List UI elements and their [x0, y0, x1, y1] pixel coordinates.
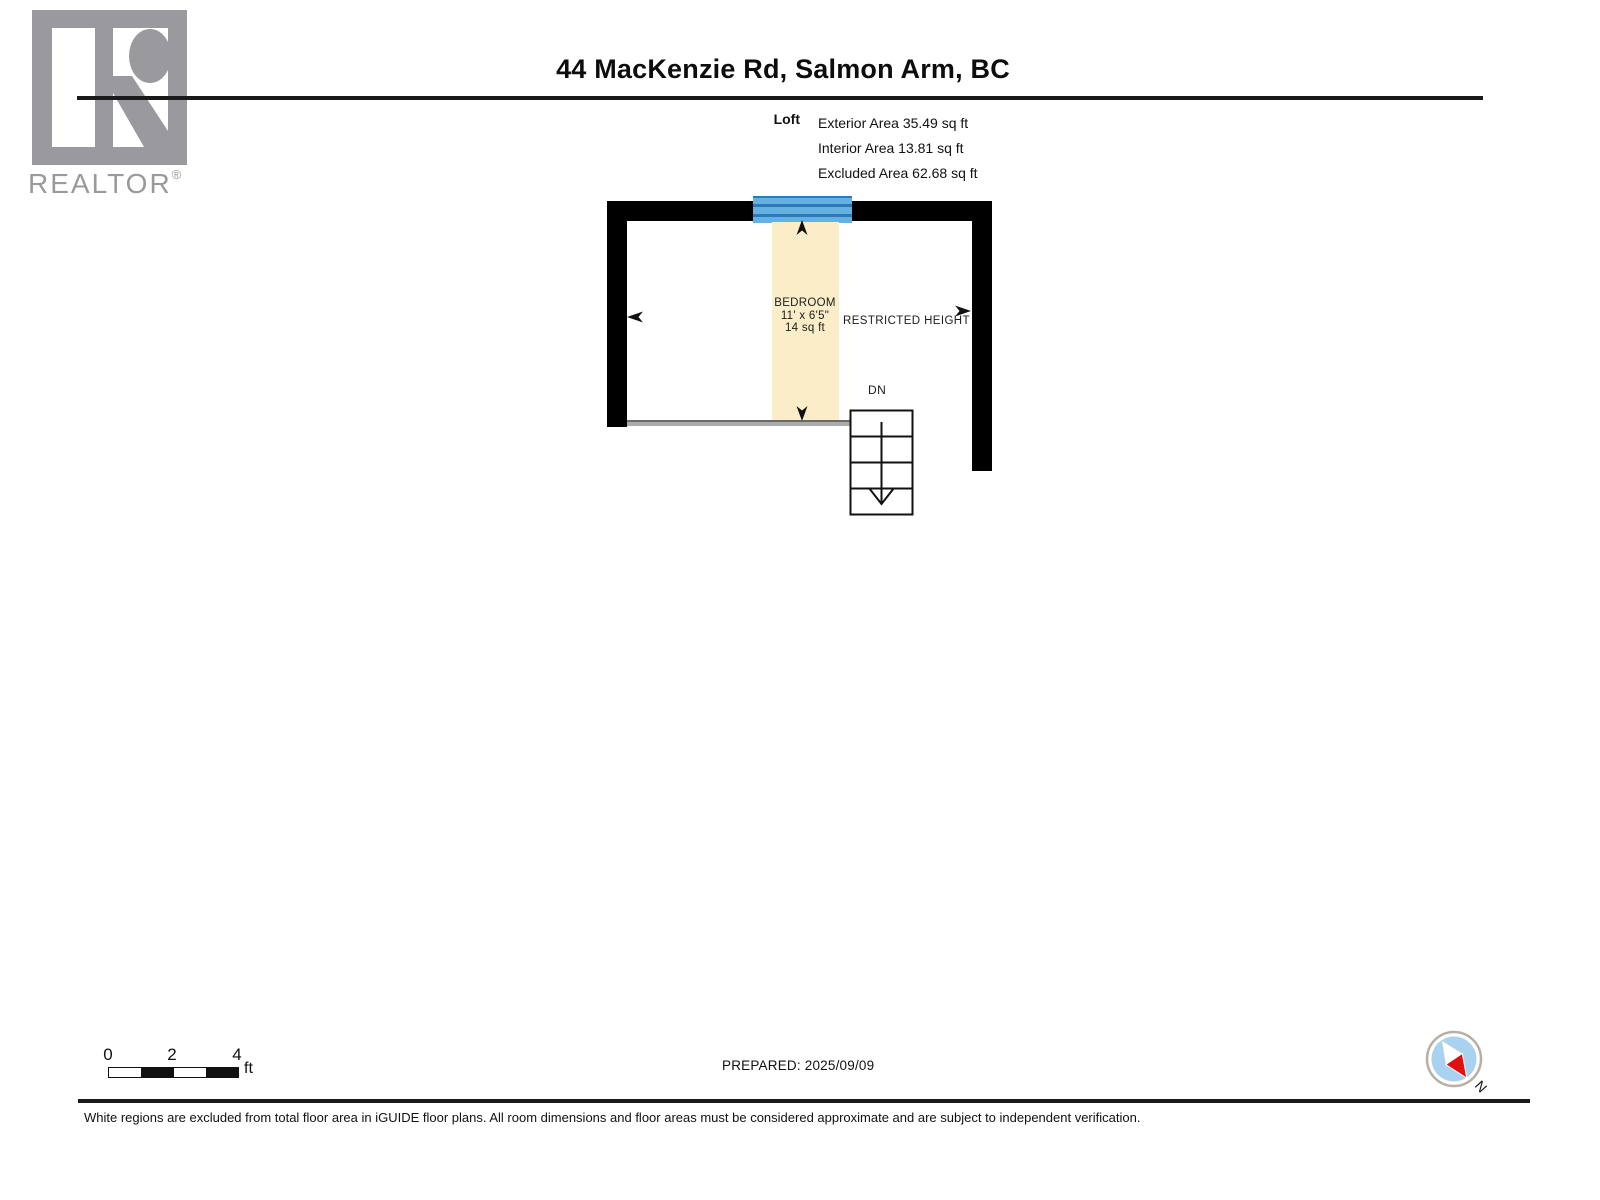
room-dimensions: 11' x 6'5": [780, 309, 830, 322]
window-icon: [753, 196, 852, 223]
wall-left: [607, 201, 627, 427]
dimension-arrow-up-icon: [795, 220, 809, 236]
room-area: 14 sq ft: [784, 322, 826, 334]
compass-icon: [1419, 1024, 1499, 1104]
title-divider: [77, 96, 1483, 100]
realtor-wordmark: [28, 167, 181, 200]
stairs-icon: [849, 409, 915, 519]
realtor-block-r-icon: [32, 10, 187, 165]
room-name: BEDROOM: [774, 297, 836, 309]
prepared-date: PREPARED: 2025/09/09: [722, 1058, 875, 1073]
stat-excluded-area: Excluded Area 62.68 sq ft: [818, 165, 978, 181]
dimension-arrow-down-icon: [795, 405, 809, 421]
realtor-text: REALTOR: [28, 168, 172, 199]
floor-label: Loft: [773, 111, 800, 127]
scale-tick-4: 4: [232, 1045, 242, 1064]
stat-exterior-area: Exterior Area 35.49 sq ft: [818, 115, 969, 131]
registered-symbol: ®: [171, 167, 182, 182]
stat-interior-area: Interior Area 13.81 sq ft: [818, 140, 964, 156]
compass-north-label: N: [1471, 1077, 1491, 1096]
restricted-height-label: RESTRICTED HEIGHT: [843, 315, 970, 327]
page-title: 44 MacKenzie Rd, Salmon Arm, BC: [556, 54, 1010, 84]
scale-bar-segments: [108, 1067, 239, 1078]
dimension-arrow-right-icon: [954, 305, 971, 317]
stairs-down-label: DN: [868, 383, 887, 397]
wall-right: [972, 201, 992, 471]
railing: [627, 420, 850, 426]
scale-tick-0: 0: [103, 1045, 113, 1064]
disclaimer-text: White regions are excluded from total floor area in iGUIDE floor plans. All room dimensions and floor areas must be considered approximate and are subject to independent verification.: [84, 1110, 1141, 1125]
scale-tick-2: 2: [167, 1045, 177, 1064]
scale-unit-label: ft: [244, 1060, 253, 1077]
realtor-logo: [32, 10, 187, 170]
scale-tick-labels: [98, 1045, 258, 1063]
footer-divider: [78, 1099, 1530, 1103]
area-stats: [818, 111, 978, 186]
dimension-arrow-left-icon: [627, 311, 644, 323]
